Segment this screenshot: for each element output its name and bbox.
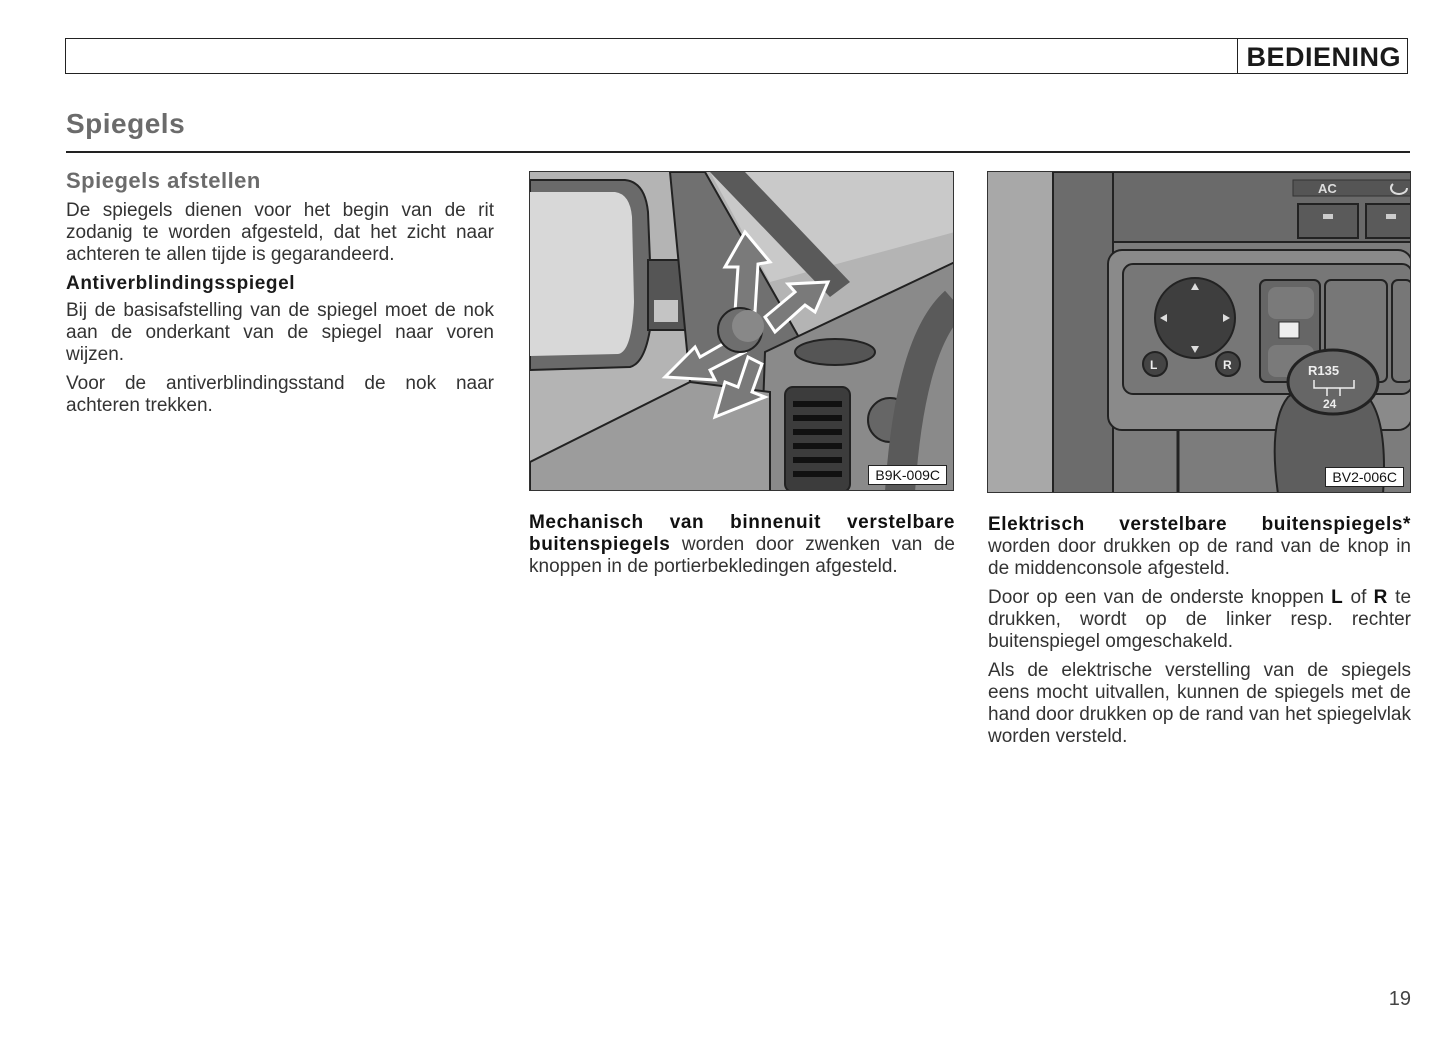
- right-key: R: [1373, 587, 1388, 608]
- center-console-illustration: [988, 172, 1411, 493]
- manual-mirror-lead: Mechanisch van binnenuit verstelbare buitenspiegels: [529, 512, 955, 555]
- right-column: [988, 514, 1411, 755]
- page-number: 19: [1388, 988, 1411, 1010]
- intro-paragraph: De spiegels dienen voor het begin van de rit zodanig te worden afgesteld, dat het zicht naar achteren te allen tijde is gegarandeerd.: [66, 200, 494, 265]
- left-column: [66, 170, 494, 424]
- middle-column: [529, 512, 955, 585]
- section-title: Spiegels afstellen: [66, 168, 261, 193]
- electric-mirror-lead: Elektrisch verstelbare buitenspiegels*: [988, 514, 1411, 535]
- switch-text-b: of: [1343, 587, 1374, 608]
- title-divider: [66, 151, 1410, 153]
- antiglare-paragraph-2: Voor de antiverblindingsstand de nok naar achteren trekken.: [66, 373, 494, 416]
- antiglare-paragraph-1: Bij de basisafstelling van de spiegel moet de nok aan de onderkant van de spiegel naar voren wijzen.: [66, 300, 494, 365]
- switch-side-paragraph: [988, 587, 1411, 653]
- door-panel-illustration: [530, 172, 954, 491]
- figure-electric-mirror: [987, 171, 1411, 493]
- gear-top-label: R135: [1308, 363, 1340, 378]
- figure-manual-mirror: [529, 171, 954, 491]
- page-title: Spiegels: [66, 108, 186, 139]
- electric-mirror-text: worden door drukken op de rand van de knop in de middenconsole afgesteld.: [988, 536, 1411, 579]
- switch-text-c: te drukken, wordt op de linker resp. rechter buitenspiegel omgeschakeld.: [988, 587, 1412, 652]
- manual-fallback-paragraph: Als de elektrische verstelling van de spiegels eens mocht uitvallen, kunnen de spiegels met de hand door drukken op de rand van het spiegelvlak worden versteld.: [988, 660, 1411, 747]
- left-key: L: [1331, 587, 1344, 608]
- manual-mirror-text: worden door zwenken van de knoppen in de portierbekledingen afgesteld.: [529, 534, 955, 577]
- figure-code: BV2-006C: [1325, 467, 1404, 487]
- ac-label: AC: [1318, 181, 1337, 196]
- chapter-header-box: [65, 38, 1408, 74]
- right-button-label: R: [1223, 358, 1232, 372]
- gear-bottom-label: 24: [1323, 397, 1337, 411]
- left-button-label: L: [1150, 358, 1158, 372]
- manual-mirror-paragraph: [529, 512, 955, 578]
- switch-text-a: Door op een van de onderste knoppen: [988, 587, 1332, 608]
- chapter-label: BEDIENING: [1237, 39, 1403, 73]
- electric-mirror-paragraph: [988, 514, 1411, 580]
- subsection-title: Antiverblindingsspiegel: [66, 273, 296, 294]
- figure-code: B9K-009C: [868, 465, 947, 485]
